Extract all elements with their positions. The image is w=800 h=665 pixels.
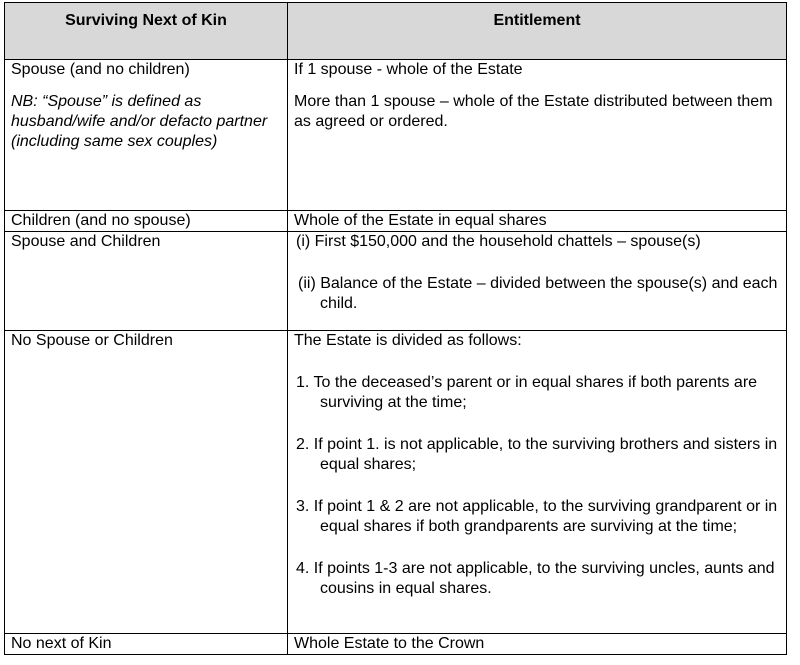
kin-label: No next of Kin — [11, 635, 112, 652]
list-item: 2. If point 1. is not applicable, to the surviving brothers and sisters in equal shares; — [296, 436, 778, 473]
entitlement-cell — [288, 331, 787, 634]
kin-cell — [5, 211, 288, 232]
entitlement-cell — [288, 232, 787, 331]
kin-cell — [5, 60, 288, 211]
entitlement-cell — [288, 211, 787, 232]
entitlement-cell — [288, 60, 787, 211]
kin-label: No Spouse or Children — [11, 332, 173, 349]
list-item: 4. If points 1-3 are not applicable, to the surviving uncles, aunts and cousins in equal shares. — [296, 560, 775, 597]
table-row — [5, 634, 787, 655]
entitlement-text: (ii) Balance of the Estate – divided between the spouse(s) and each child. — [298, 275, 778, 312]
entitlement-text: More than 1 spouse – whole of the Estate distributed between them as agreed or ordered. — [294, 93, 773, 130]
table-row — [5, 232, 787, 331]
entitlement-text: (i) First $150,000 and the household chattels – spouse(s) — [296, 233, 701, 250]
entitlement-intro: The Estate is divided as follows: — [294, 332, 522, 349]
table-row — [5, 331, 787, 634]
list-item: 3. If point 1 & 2 are not applicable, to the surviving grandparent or in equal shares if both grandparents are surviving at the time; — [296, 498, 778, 535]
kin-label: Children (and no spouse) — [11, 212, 191, 229]
list-item: 1. To the deceased’s parent or in equal shares if both parents are surviving at the time; — [296, 374, 758, 411]
kin-label: Spouse (and no children) — [11, 61, 190, 78]
entitlement-text: Whole of the Estate in equal shares — [294, 212, 547, 229]
header-entitlement: Entitlement — [288, 3, 787, 60]
kin-label: Spouse and Children — [11, 233, 161, 250]
entitlement-text: Whole Estate to the Crown — [294, 635, 485, 652]
kin-cell — [5, 634, 288, 655]
spouse-definition-note: NB: “Spouse” is defined as husband/wife and/or defacto partner (including same sex couples) — [11, 93, 268, 150]
table-row — [5, 211, 787, 232]
kin-cell — [5, 232, 288, 331]
kin-cell — [5, 331, 288, 634]
intestacy-table — [4, 2, 787, 655]
header-row — [5, 3, 787, 60]
header-kin: Surviving Next of Kin — [5, 3, 288, 60]
entitlement-text: If 1 spouse - whole of the Estate — [294, 61, 523, 78]
entitlement-cell — [288, 634, 787, 655]
table-row — [5, 60, 787, 211]
